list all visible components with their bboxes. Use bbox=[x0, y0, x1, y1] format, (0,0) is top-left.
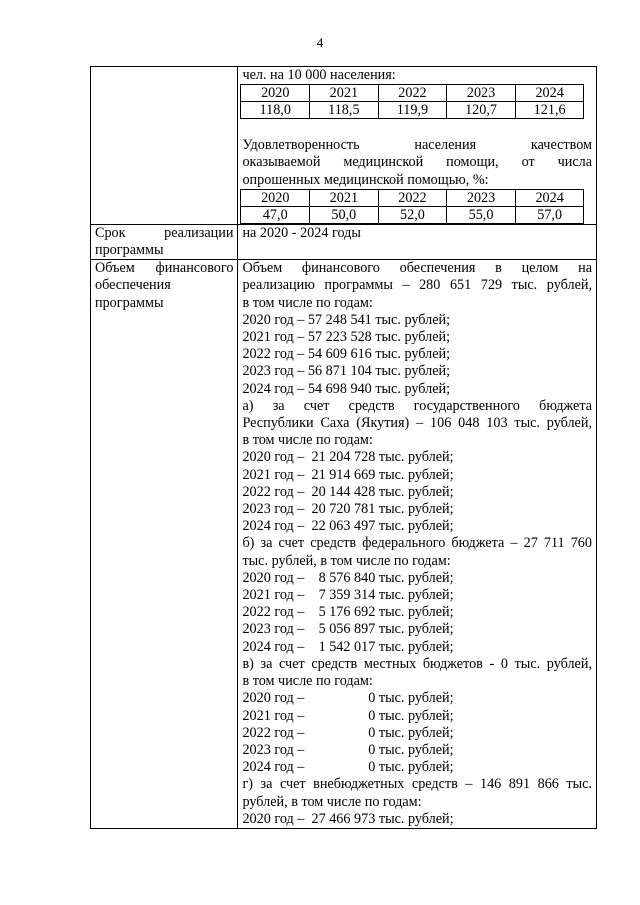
funding-line: г) за счет внебюджетных средств – 146 891 866 тыс. bbox=[242, 776, 592, 793]
funding-line: рублей, в том числе по годам: bbox=[242, 793, 422, 810]
funding-label-line: обеспечения bbox=[95, 277, 171, 294]
funding-line: 2020 год – 21 204 728 тыс. рублей; bbox=[242, 449, 454, 466]
indicator-table-doctors bbox=[240, 84, 584, 119]
funding-line: 2024 год – 0 тыс. рублей; bbox=[242, 759, 454, 776]
satisfaction-text-line: оказываемой медицинской помощи, от числа bbox=[242, 154, 592, 171]
funding-line: 2023 год – 56 871 104 тыс. рублей; bbox=[242, 363, 451, 380]
table-row bbox=[91, 224, 597, 259]
funding-line: 2024 год – 1 542 017 тыс. рублей; bbox=[242, 638, 454, 655]
value-cell: 55,0 bbox=[447, 206, 516, 223]
term-label-cell bbox=[91, 224, 238, 259]
funding-line: 2020 год – 8 576 840 тыс. рублей; bbox=[242, 569, 454, 586]
year-cell: 2023 bbox=[447, 189, 516, 206]
term-value-cell: на 2020 - 2024 годы bbox=[238, 224, 597, 259]
funding-line: 2021 год – 21 914 669 тыс. рублей; bbox=[242, 466, 454, 483]
program-passport-table bbox=[90, 66, 597, 829]
funding-line: 2022 год – 5 176 692 тыс. рублей; bbox=[242, 604, 454, 621]
indicator-unit-line: чел. на 10 000 населения: bbox=[242, 67, 396, 83]
value-cell: 52,0 bbox=[378, 206, 447, 223]
funding-line: 2020 год – 0 тыс. рублей; bbox=[242, 690, 454, 707]
funding-line: 2023 год – 20 720 781 тыс. рублей; bbox=[242, 501, 454, 518]
year-row bbox=[241, 189, 584, 206]
term-label-line: Срок реализации bbox=[95, 224, 234, 241]
value-cell: 118,0 bbox=[241, 102, 310, 119]
funding-line: в) за счет средств местных бюджетов - 0 тыс. рублей, bbox=[242, 655, 592, 672]
funding-line: Республики Саха (Якутия) – 106 048 103 тыс. рублей, bbox=[242, 415, 592, 432]
funding-line: тыс. рублей, в том числе по годам: bbox=[242, 552, 451, 569]
indicators-cell bbox=[238, 67, 597, 225]
funding-line: реализацию программы – 280 651 729 тыс. рублей, bbox=[242, 277, 592, 294]
year-cell: 2024 bbox=[515, 85, 584, 102]
year-cell: 2021 bbox=[310, 85, 379, 102]
value-cell: 47,0 bbox=[241, 206, 310, 223]
funding-content-cell bbox=[238, 260, 597, 829]
funding-label-cell bbox=[91, 260, 238, 829]
funding-line: в том числе по годам: bbox=[242, 432, 373, 449]
empty-label-cell bbox=[91, 67, 238, 225]
funding-line: а) за счет средств государственного бюджета bbox=[242, 397, 592, 414]
funding-line: 2021 год – 0 тыс. рублей; bbox=[242, 707, 454, 724]
table-row bbox=[91, 260, 597, 829]
year-cell: 2022 bbox=[378, 189, 447, 206]
funding-line: в том числе по годам: bbox=[242, 294, 373, 311]
funding-line: 2020 год – 27 466 973 тыс. рублей; bbox=[242, 810, 454, 827]
value-row bbox=[241, 102, 584, 119]
funding-line: Объем финансового обеспечения в целом на bbox=[242, 260, 592, 277]
value-cell: 119,9 bbox=[378, 102, 447, 119]
table-row bbox=[91, 67, 597, 225]
value-cell: 121,6 bbox=[515, 102, 584, 119]
value-cell: 50,0 bbox=[310, 206, 379, 223]
funding-line: 2022 год – 20 144 428 тыс. рублей; bbox=[242, 483, 454, 500]
funding-line: 2020 год – 57 248 541 тыс. рублей; bbox=[242, 311, 451, 328]
funding-line: 2022 год – 54 609 616 тыс. рублей; bbox=[242, 346, 451, 363]
funding-line: б) за счет средств федерального бюджета – 27 711 760 bbox=[242, 535, 592, 552]
value-cell: 57,0 bbox=[515, 206, 584, 223]
satisfaction-text-line: опрошенных медицинской помощью, %: bbox=[242, 171, 489, 188]
page-number: 4 bbox=[316, 35, 324, 50]
funding-line: 2023 год – 0 тыс. рублей; bbox=[242, 741, 454, 758]
value-cell: 118,5 bbox=[310, 102, 379, 119]
funding-line: 2023 год – 5 056 897 тыс. рублей; bbox=[242, 621, 454, 638]
funding-label-line: программы bbox=[95, 294, 164, 311]
year-row bbox=[241, 85, 584, 102]
funding-line: 2024 год – 54 698 940 тыс. рублей; bbox=[242, 380, 451, 397]
year-cell: 2020 bbox=[241, 189, 310, 206]
year-cell: 2024 bbox=[515, 189, 584, 206]
year-cell: 2021 bbox=[310, 189, 379, 206]
funding-line: 2021 год – 7 359 314 тыс. рублей; bbox=[242, 587, 454, 604]
funding-label-line: Объем финансового bbox=[95, 260, 234, 277]
indicator-table-satisfaction bbox=[240, 189, 584, 224]
funding-line: 2024 год – 22 063 497 тыс. рублей; bbox=[242, 518, 454, 535]
value-row bbox=[241, 206, 584, 223]
funding-line: 2021 год – 57 223 528 тыс. рублей; bbox=[242, 329, 451, 346]
funding-line: в том числе по годам: bbox=[242, 673, 373, 690]
year-cell: 2020 bbox=[241, 85, 310, 102]
year-cell: 2023 bbox=[447, 85, 516, 102]
value-cell: 120,7 bbox=[447, 102, 516, 119]
year-cell: 2022 bbox=[378, 85, 447, 102]
funding-line: 2022 год – 0 тыс. рублей; bbox=[242, 724, 454, 741]
term-label-line: программы bbox=[95, 242, 164, 259]
satisfaction-text-line: Удовлетворенность населения качеством bbox=[242, 137, 592, 154]
